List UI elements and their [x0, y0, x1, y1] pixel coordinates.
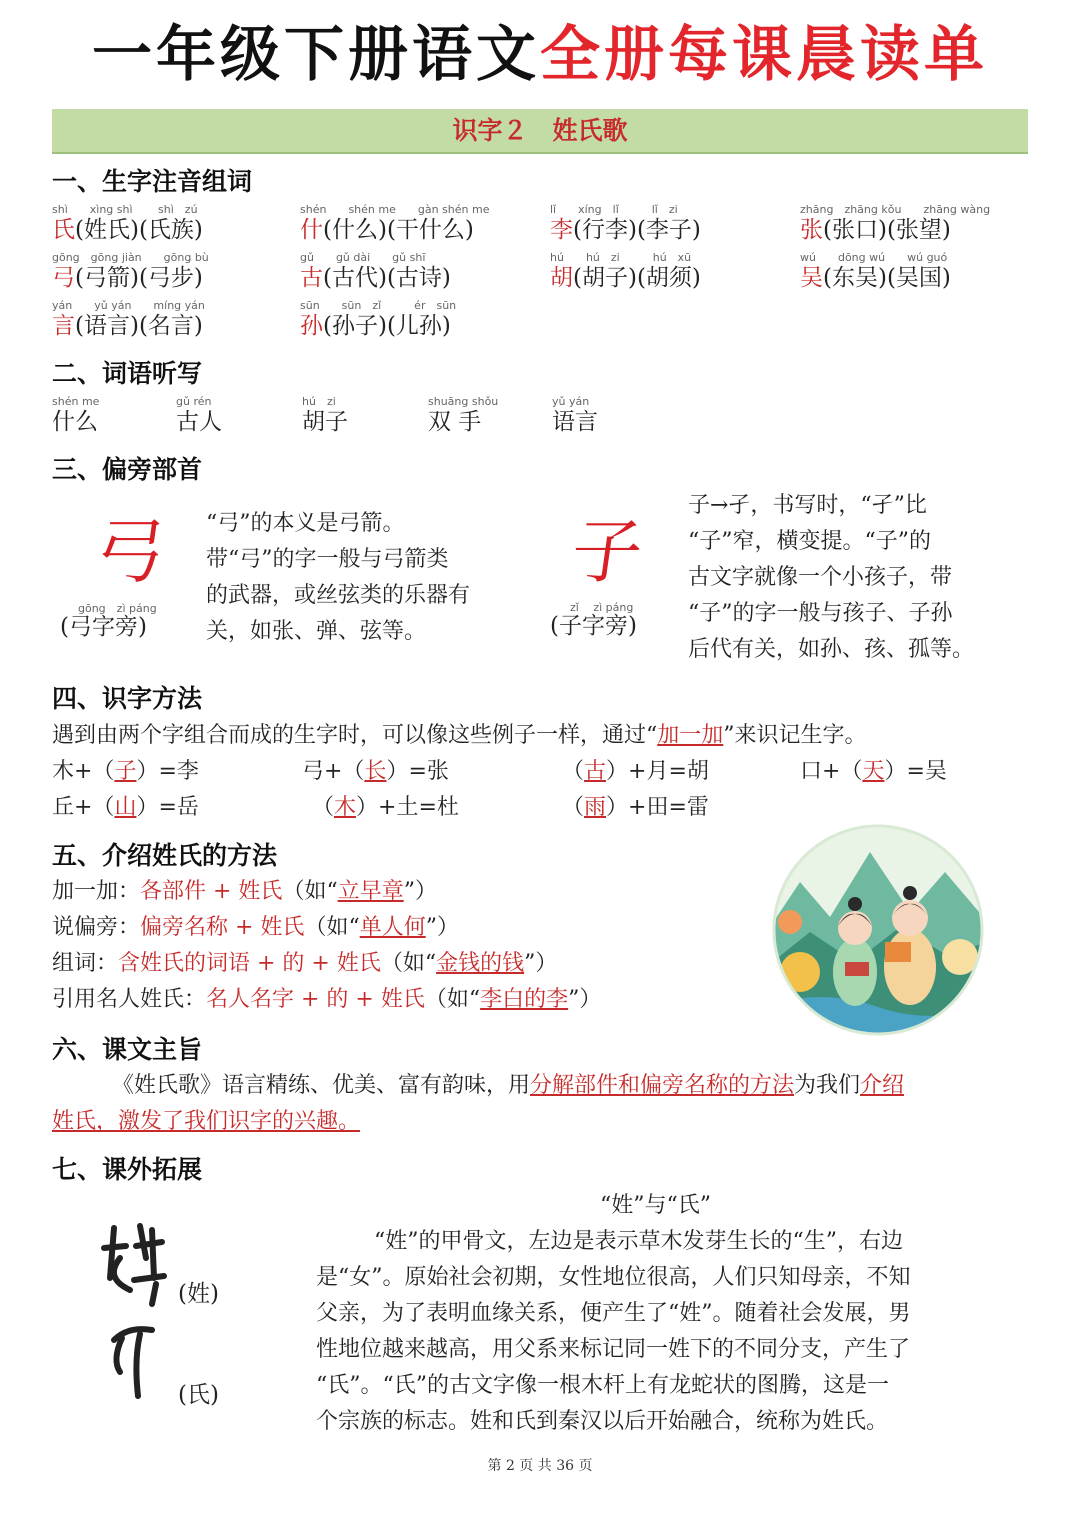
word-list: (东吴)(吴国)	[823, 265, 951, 291]
word-list: (行李)(李子)	[573, 217, 701, 243]
section-3-heading: 三、偏旁部首	[52, 455, 203, 484]
word-pinyin: lǐ xíng lǐ lǐ zi	[550, 203, 678, 216]
word-pinyin: gōng gōng jiàn gōng bù	[52, 251, 209, 264]
explanation-line: 子→孑，书写时，“孑”比	[688, 493, 927, 518]
new-character: 氏	[52, 217, 75, 243]
equation-part: ）=张	[386, 759, 449, 784]
equation-part: （	[562, 759, 585, 784]
method-intro: 遇到由两个字组合而成的生字时，可以像这些例子一样，通过“加一加”来识记生字。	[52, 723, 867, 748]
explanation-line: “子”的字一般与孩子、子孙	[688, 601, 953, 626]
equation-key: 木	[334, 795, 357, 820]
method-label: 组词：	[52, 951, 119, 976]
equation-part: 弓+（	[302, 759, 365, 784]
explanation-line: “子”窄，横变提。“子”的	[688, 529, 931, 554]
new-character: 弓	[52, 265, 75, 291]
word-pinyin: shén shén me gàn shén me	[300, 203, 490, 216]
word-pinyin: shì xìng shì shì zú	[52, 203, 198, 216]
section-1-heading: 一、生字注音组词	[52, 167, 253, 196]
dictation-word: 语言	[552, 409, 598, 435]
equation-key: 子	[114, 759, 137, 784]
word-list: (胡子)(胡须)	[573, 265, 701, 291]
method-line	[52, 946, 557, 982]
equation-part: ）+土=杜	[356, 795, 459, 820]
word-pinyin: hú hú zi hú xū	[550, 251, 692, 264]
theme-paragraph: 《姓氏歌》语言精练、优美、富有韵味，用分解部件和偏旁名称的方法为我们介绍 姓氏，激发了我们识字的兴趣。	[52, 1073, 905, 1134]
lesson-banner: 识字２ 姓氏歌	[52, 109, 1028, 154]
dictation-pinyin: shuāng shǒu	[428, 395, 499, 408]
word-pinyin: wú dōng wú wú guó	[800, 251, 948, 264]
extension-line: “姓”的甲骨文，左边是表示草木发芽生长的“生”，右边	[374, 1229, 903, 1254]
word-list: (姓氏)(氏族)	[75, 217, 203, 243]
section-4-heading: 四、识字方法	[52, 684, 203, 713]
section-2-heading: 二、词语听写	[52, 359, 203, 388]
equation-part: 木+（	[52, 759, 115, 784]
word-group	[800, 264, 951, 292]
equation	[562, 754, 709, 790]
equation-part: （	[312, 795, 335, 820]
word-group	[300, 264, 451, 292]
radical-gong-pinyin: gōng zì páng	[78, 602, 157, 615]
new-character: 胡	[550, 265, 573, 291]
extension-line: 是“女”。原始社会初期，女性地位很高，人们只知母亲，不知	[316, 1265, 911, 1290]
word-list: (古代)(古诗)	[323, 265, 451, 291]
word-group	[52, 312, 203, 340]
method-label: 引用名人姓氏：	[52, 987, 207, 1012]
explanation-line: 古文字就像一个小孩子，带	[688, 565, 953, 590]
dictation-word: 古人	[176, 409, 222, 435]
dictation-pinyin: gǔ rén	[176, 395, 212, 408]
oracle-shi-glyph	[108, 1320, 168, 1400]
method-example: 李白的李	[480, 987, 569, 1012]
extension-text	[316, 1224, 911, 1440]
method-example: 金钱的钱	[436, 951, 525, 976]
word-group	[550, 264, 701, 292]
radical-zi-explanation	[688, 488, 974, 668]
oracle-xing-glyph	[100, 1218, 170, 1308]
extension-line: 个宗族的标志。姓和氏到秦汉以后开始融合，统称为姓氏。	[316, 1409, 889, 1434]
extension-line: 父亲，为了表明血缘关系，便产生了“姓”。随着社会发展，男	[316, 1301, 911, 1326]
word-pinyin: sūn sūn zǐ ér sūn	[300, 299, 457, 312]
method-line	[52, 874, 437, 910]
explanation-line: 带“弓”的字一般与弓箭类	[206, 547, 449, 572]
new-character: 古	[300, 265, 323, 291]
equation-key: 古	[584, 759, 607, 784]
equation-key: 长	[364, 759, 387, 784]
method-label: 说偏旁：	[52, 915, 141, 940]
xing-caption: (姓)	[178, 1281, 219, 1307]
dictation-pinyin: yǔ yán	[552, 395, 590, 408]
word-group	[800, 216, 951, 244]
method-paren: ”）	[568, 987, 602, 1012]
dictation-word: 什么	[52, 409, 98, 435]
page-title: 一年级下册语文全册每课晨读单	[92, 20, 988, 90]
method-paren: （如“	[304, 915, 360, 940]
dictation-pinyin: shén me	[52, 395, 100, 408]
method-example: 立早章	[337, 879, 404, 904]
radical-zi-glyph: 子	[566, 511, 648, 593]
method-paren: ”）	[403, 879, 437, 904]
section-7-heading: 七、课外拓展	[52, 1155, 203, 1184]
shi-caption: (氏)	[178, 1382, 219, 1408]
dictation-word: 胡子	[302, 409, 348, 435]
word-group	[550, 216, 701, 244]
equation-part: ）=岳	[136, 795, 199, 820]
radical-gong-name: (弓字旁)	[60, 614, 147, 640]
word-list: (张口)(张望)	[823, 217, 951, 243]
method-label: 加一加：	[52, 879, 141, 904]
section-5-heading: 五、介绍姓氏的方法	[52, 841, 278, 870]
word-list: (孙子)(儿孙)	[323, 313, 451, 339]
method-line	[52, 982, 601, 1018]
equation	[52, 790, 199, 826]
page-footer: 第 2 页 共 36 页	[487, 1458, 593, 1474]
equation-part: 丘+（	[52, 795, 115, 820]
radical-gong-explanation	[206, 506, 470, 650]
method-paren: ”）	[524, 951, 558, 976]
equation	[562, 790, 709, 826]
equation-part: ）+田=雷	[606, 795, 709, 820]
word-group	[52, 216, 203, 244]
explanation-line: 的武器，或丝弦类的乐器有	[206, 583, 471, 608]
word-pinyin: zhāng zhāng kǒu zhāng wàng	[800, 203, 991, 216]
method-rule: 各部件 + 姓氏	[140, 879, 283, 904]
method-line	[52, 910, 459, 946]
section-6-heading: 六、课文主旨	[52, 1035, 203, 1064]
equation-key: 山	[114, 795, 137, 820]
equation-key: 雨	[584, 795, 607, 820]
radical-gong-glyph: 弓	[89, 511, 171, 593]
new-character: 李	[550, 217, 573, 243]
radical-zi-name: (子字旁)	[550, 613, 637, 639]
dictation-word: 双 手	[428, 409, 482, 435]
equation-part: ）=吴	[884, 759, 947, 784]
method-paren: （如“	[380, 951, 437, 976]
extension-line: 性地位越来越高，用父系来标记同一姓下的不同分支，产生了	[316, 1337, 911, 1362]
word-group	[300, 216, 474, 244]
equation-part: 口+（	[800, 759, 863, 784]
explanation-line: “弓”的本义是弓箭。	[206, 511, 405, 536]
word-list: (什么)(干什么)	[323, 217, 474, 243]
children-reading-illustration	[760, 822, 996, 1038]
new-character: 张	[800, 217, 823, 243]
method-rule: 名人名字 + 的 + 姓氏	[206, 987, 425, 1012]
equation-part: （	[562, 795, 585, 820]
dictation-pinyin: hú zi	[302, 395, 336, 408]
word-group	[300, 312, 451, 340]
equation	[800, 754, 947, 790]
method-paren: （如“	[282, 879, 338, 904]
word-pinyin: yán yǔ yán míng yán	[52, 299, 205, 312]
method-paren: ”）	[425, 915, 459, 940]
new-character: 什	[300, 217, 323, 243]
new-character: 吴	[800, 265, 823, 291]
method-rule: 含姓氏的词语 + 的 + 姓氏	[118, 951, 381, 976]
method-rule: 偏旁名称 + 姓氏	[140, 915, 305, 940]
equation-key: 天	[862, 759, 885, 784]
radical-zi-pinyin: zǐ zì páng	[570, 601, 634, 614]
new-character: 言	[52, 313, 75, 339]
word-pinyin: gǔ gǔ dài gǔ shī	[300, 251, 426, 264]
equation	[302, 754, 449, 790]
method-example: 单人何	[359, 915, 426, 940]
new-character: 孙	[300, 313, 323, 339]
word-list: (弓箭)(弓步)	[75, 265, 203, 291]
method-paren: （如“	[424, 987, 481, 1012]
explanation-line: 后代有关，如孙、孩、孤等。	[688, 637, 975, 662]
equation-part: ）+月=胡	[606, 759, 709, 784]
extension-title: “姓”与“氏”	[600, 1193, 711, 1218]
equation-part: ）=李	[136, 759, 199, 784]
explanation-line: 关，如张、弹、弦等。	[206, 619, 427, 644]
word-group	[52, 264, 203, 292]
extension-line: “氏”。“氏”的古文字像一根木杆上有龙蛇状的图腾，这是一	[316, 1373, 889, 1398]
equation	[312, 790, 459, 826]
word-list: (语言)(名言)	[75, 313, 203, 339]
equation	[52, 754, 199, 790]
